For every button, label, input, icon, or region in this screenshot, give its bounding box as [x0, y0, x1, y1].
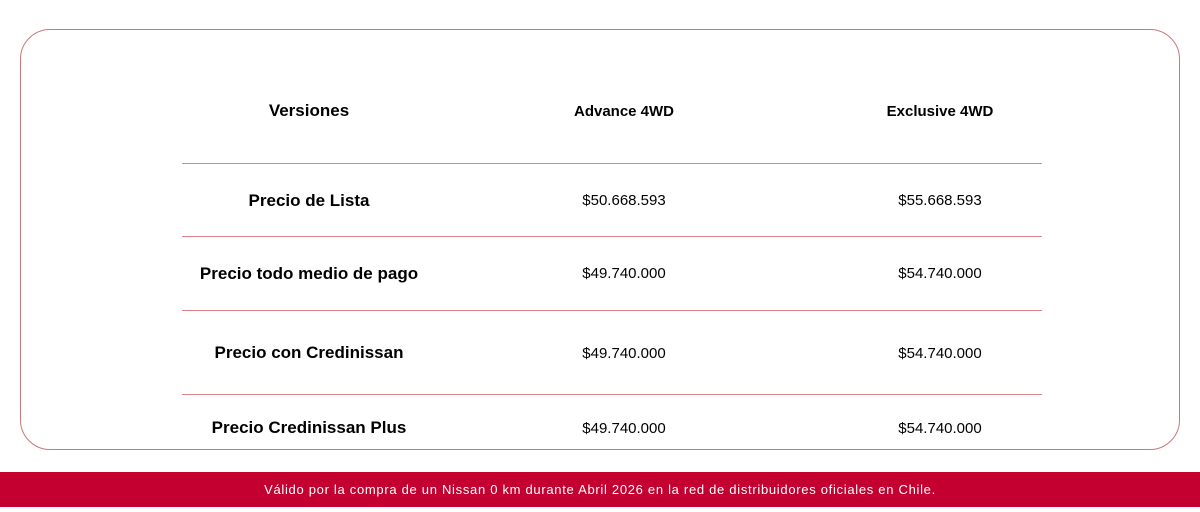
row-exclusive-price: $54.740.000 [898, 344, 982, 362]
row-advance-price: $50.668.593 [582, 192, 666, 209]
header-advance-4wd: Advance 4WD [573, 102, 675, 120]
header-exclusive-4wd: Exclusive 4WD [886, 102, 994, 120]
row-advance-price: $49.740.000 [582, 344, 666, 362]
row-exclusive-price: $54.740.000 [898, 419, 982, 437]
row-advance-price: $49.740.000 [582, 265, 666, 282]
validity-footer-banner [0, 472, 1200, 507]
table-row [182, 236, 1042, 310]
row-label: Precio todo medio de pago [199, 263, 419, 283]
header-versions-label: Versiones [268, 101, 350, 120]
table-row [182, 310, 1042, 395]
row-exclusive-price: $54.740.000 [898, 265, 982, 282]
table-row [182, 394, 1042, 461]
row-label: Precio con Credinissan [214, 343, 404, 362]
row-advance-price: $49.740.000 [582, 419, 666, 437]
row-exclusive-price: $55.668.593 [898, 192, 982, 209]
row-label: Precio Credinissan Plus [211, 418, 407, 437]
table-header-row [182, 59, 1042, 163]
validity-disclaimer-text: Válido por la compra de un Nissan 0 km durante Abril 2026 en la red de distribuidores oficiales en Chile. [264, 482, 936, 497]
row-label: Precio de Lista [248, 190, 370, 210]
price-table-card [20, 29, 1180, 450]
table-row [182, 163, 1042, 237]
